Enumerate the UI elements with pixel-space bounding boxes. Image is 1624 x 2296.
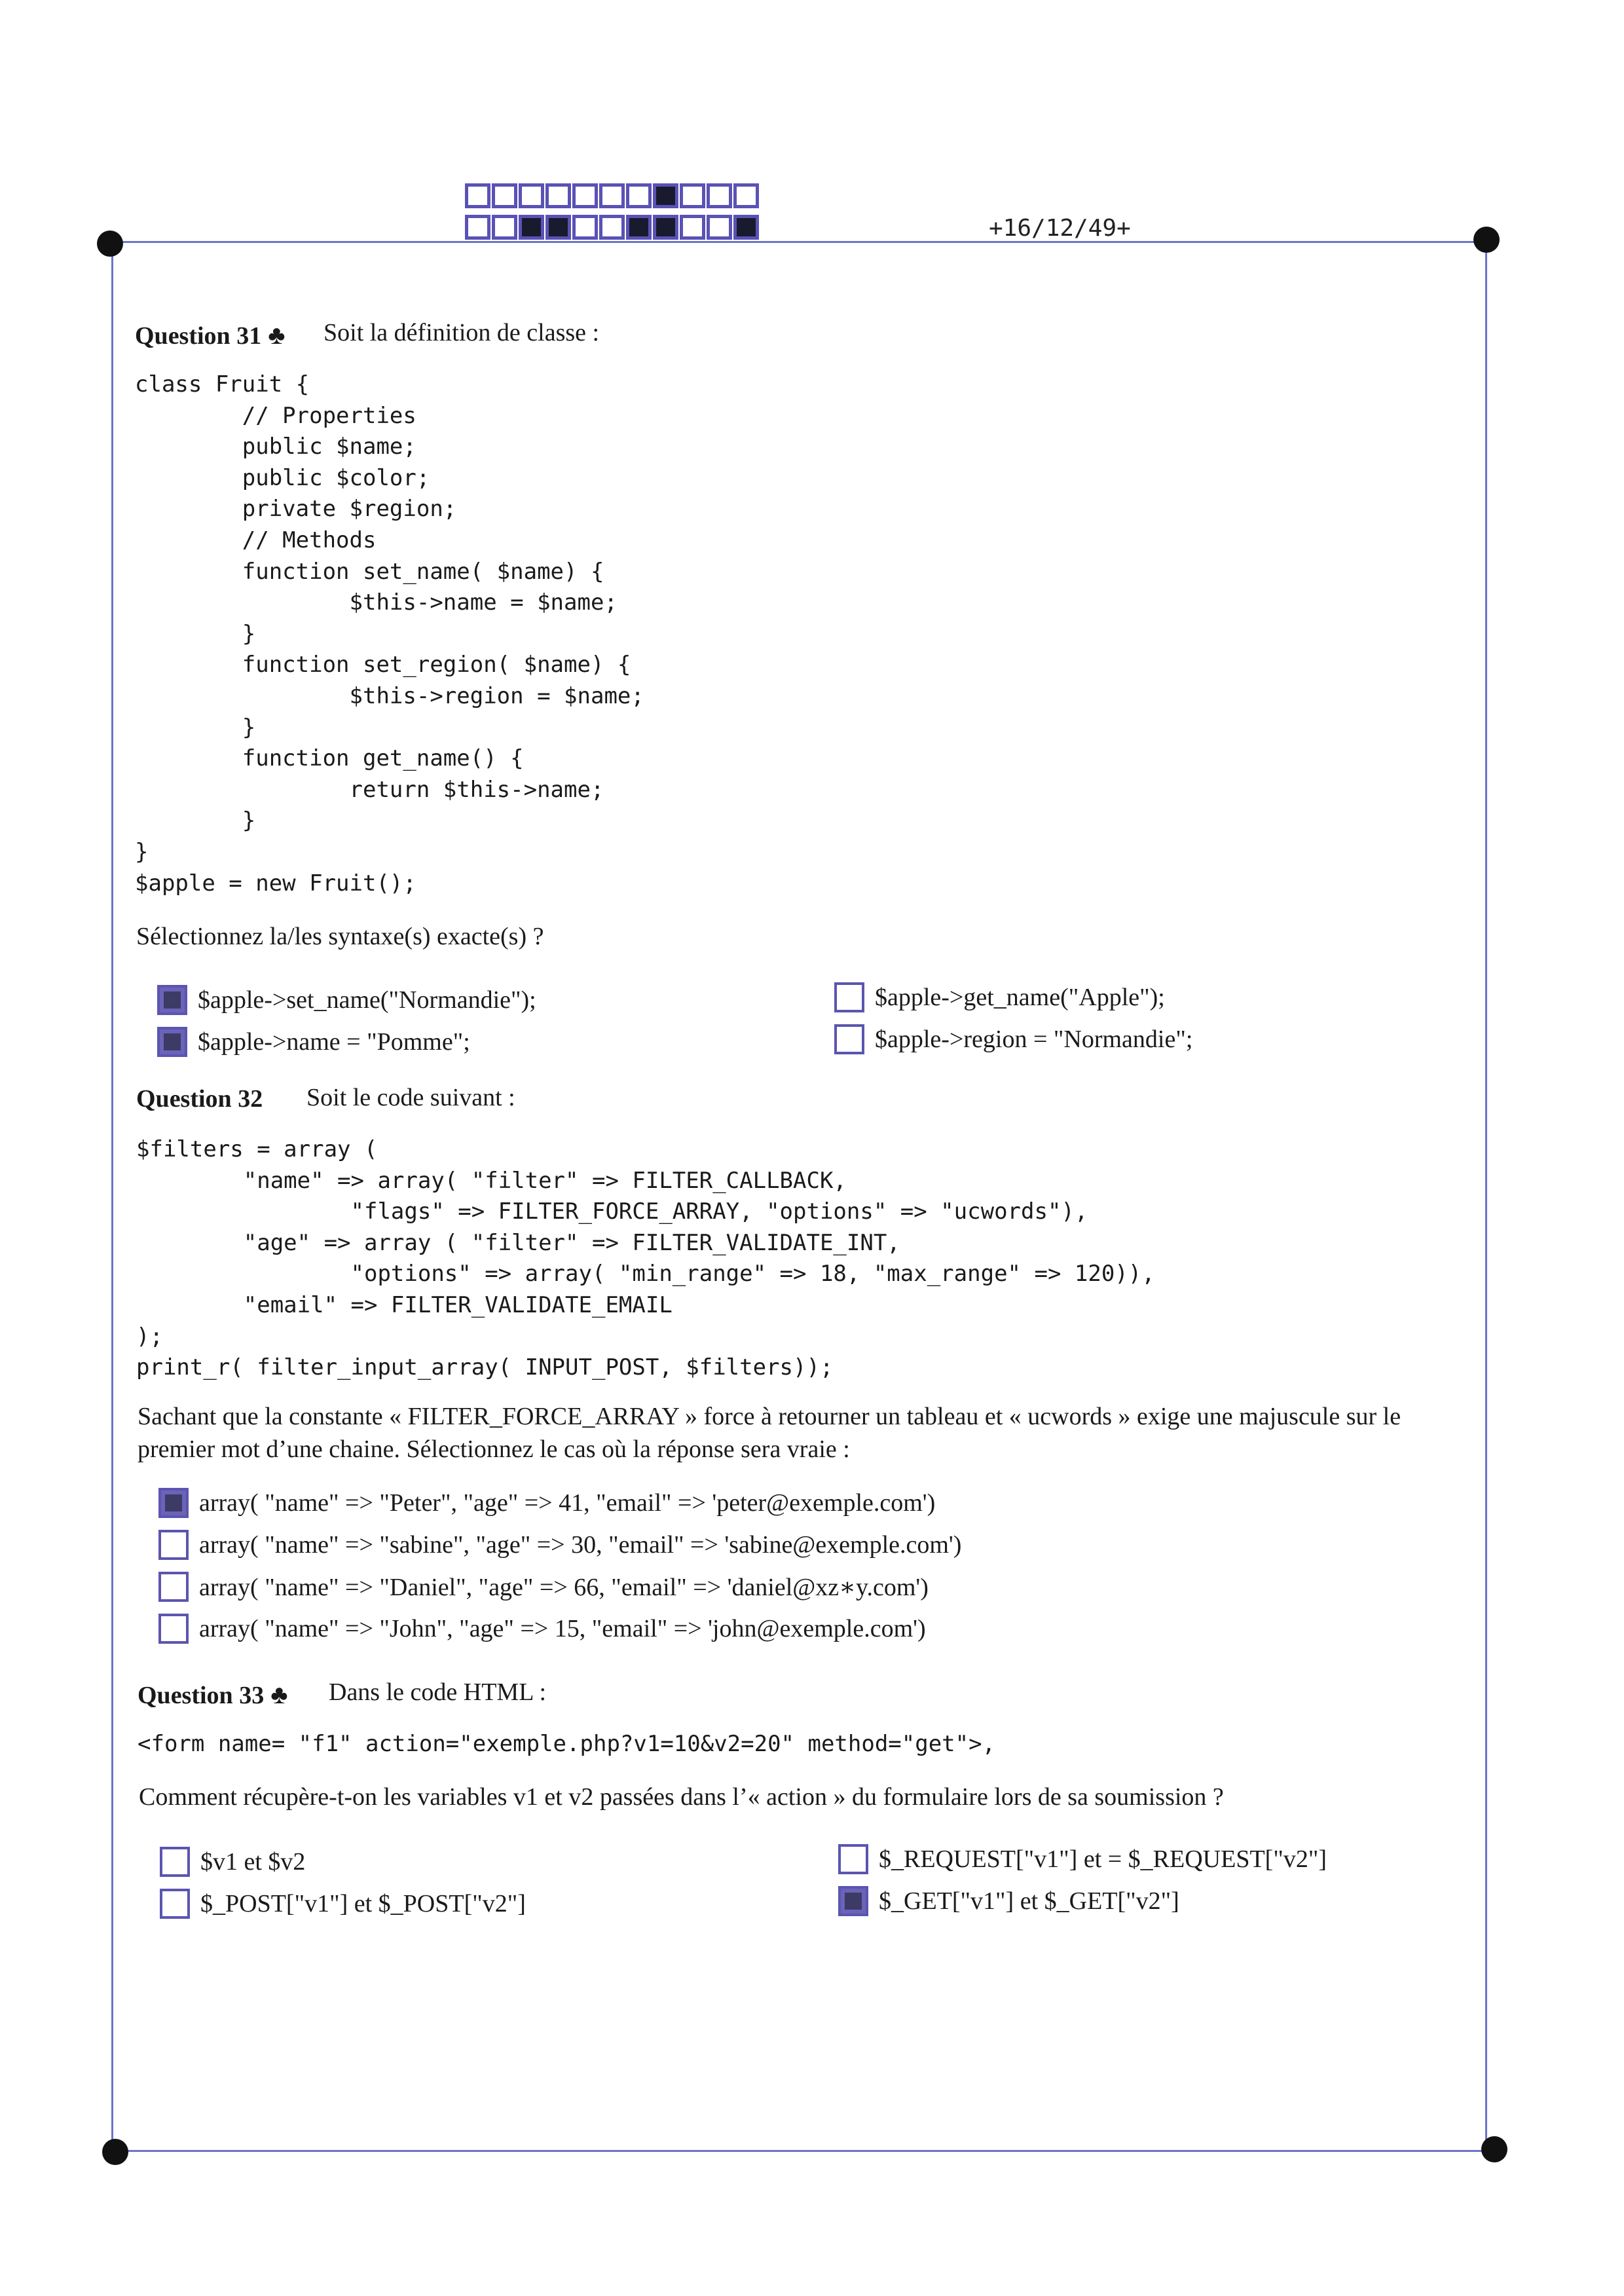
id-code-row-1	[465, 183, 759, 208]
id-box-empty	[492, 215, 517, 240]
question-32-explanation	[138, 1400, 1480, 1466]
q32-option-4[interactable]	[158, 1614, 926, 1644]
checkbox-unchecked[interactable]	[158, 1614, 189, 1644]
q32-option-4-label: array( "name" => "John", "age" => 15, "email" => 'john@exemple.com')	[199, 1615, 926, 1642]
corner-marker-top-left	[97, 231, 123, 257]
frame-left-line	[111, 244, 113, 2148]
corner-marker-top-right	[1473, 227, 1500, 253]
corner-marker-bottom-left	[102, 2139, 128, 2165]
id-box-empty	[492, 183, 517, 208]
id-box-filled	[653, 183, 678, 208]
q33-option-2-label: $_POST["v1"] et $_POST["v2"]	[200, 1890, 526, 1917]
question-32-prompt: Soit le code suivant :	[306, 1084, 515, 1111]
q33-option-3[interactable]	[838, 1844, 1327, 1874]
q31-option-4-label: $apple->region = "Normandie";	[875, 1026, 1193, 1053]
q33-option-1[interactable]	[160, 1847, 305, 1877]
id-box-empty	[599, 215, 625, 240]
checkbox-unchecked[interactable]	[160, 1847, 190, 1877]
checkbox-checked[interactable]	[158, 1488, 189, 1518]
id-box-empty	[680, 215, 705, 240]
checkbox-unchecked[interactable]	[838, 1844, 868, 1874]
question-33-instruction: Comment récupère-t-on les variables v1 et v2 passées dans l’« action » du formulaire lors de sa soumission ?	[139, 1783, 1224, 1811]
q33-option-2[interactable]	[160, 1889, 526, 1919]
id-box-empty	[599, 183, 625, 208]
checkbox-unchecked[interactable]	[160, 1889, 190, 1919]
checkbox-unchecked[interactable]	[834, 1024, 864, 1054]
id-box-empty	[572, 183, 598, 208]
frame-bottom-line	[115, 2150, 1497, 2152]
id-box-empty	[519, 183, 544, 208]
id-box-empty	[572, 215, 598, 240]
q32-option-3[interactable]	[158, 1572, 929, 1602]
question-31-label: Question 31	[135, 322, 262, 350]
q31-option-1-label: $apple->set_name("Normandie");	[198, 986, 536, 1014]
q31-option-4[interactable]	[834, 1024, 1192, 1054]
checkbox-unchecked[interactable]	[158, 1572, 189, 1602]
question-33-label: Question 33	[138, 1682, 265, 1709]
q32-option-2[interactable]	[158, 1530, 961, 1560]
q32-option-3-label: array( "name" => "Daniel", "age" => 66, "email" => 'daniel@xz∗y.com')	[199, 1573, 929, 1601]
checkbox-checked[interactable]	[157, 1027, 187, 1057]
question-31-instruction: Sélectionnez la/les syntaxe(s) exacte(s) ?	[136, 923, 544, 950]
id-code-row-2	[465, 215, 759, 240]
id-box-empty	[465, 215, 490, 240]
id-box-filled	[626, 215, 652, 240]
question-33-prompt: Dans le code HTML :	[329, 1678, 547, 1706]
id-box-filled	[519, 215, 544, 240]
id-box-empty	[733, 183, 759, 208]
question-32-title: Question 32	[136, 1085, 263, 1113]
q31-option-2-label: $apple->name = "Pomme";	[198, 1028, 470, 1056]
id-box-empty	[626, 183, 652, 208]
page-id: +16/12/49+	[989, 215, 1131, 242]
question-31-prompt: Soit la définition de classe :	[323, 319, 600, 346]
id-box-empty	[680, 183, 705, 208]
checkbox-unchecked[interactable]	[834, 982, 864, 1012]
question-33-code: <form name= "f1" action="exemple.php?v1=10&v2=20" method="get">,	[138, 1731, 996, 1757]
q32-option-1[interactable]	[158, 1488, 935, 1518]
question-31-title	[135, 320, 285, 350]
q33-option-1-label: $v1 et $v2	[200, 1848, 306, 1876]
club-icon: ♣	[270, 1680, 288, 1709]
id-box-empty	[465, 183, 490, 208]
question-32-explanation-line-1: Sachant que la constante « FILTER_FORCE_ARRAY » force à retourner un tableau et « ucwords » exige une majuscule sur le	[138, 1403, 1401, 1430]
question-32-explanation-line-2: premier mot d’une chaine. Sélectionnez le cas où la réponse sera vraie :	[138, 1435, 850, 1463]
q33-option-4[interactable]	[838, 1886, 1179, 1916]
q31-option-2[interactable]	[157, 1027, 470, 1057]
checkbox-checked[interactable]	[838, 1886, 868, 1916]
id-box-filled	[653, 215, 678, 240]
q33-option-3-label: $_REQUEST["v1"] et = $_REQUEST["v2"]	[879, 1845, 1327, 1873]
id-box-filled	[733, 215, 759, 240]
id-box-empty	[707, 215, 732, 240]
club-icon: ♣	[268, 320, 286, 350]
frame-right-line	[1485, 244, 1487, 2148]
checkbox-checked[interactable]	[157, 985, 187, 1015]
q31-option-3[interactable]	[834, 982, 1165, 1012]
q31-option-3-label: $apple->get_name("Apple");	[875, 984, 1165, 1011]
id-box-empty	[707, 183, 732, 208]
id-box-empty	[545, 183, 571, 208]
q32-option-1-label: array( "name" => "Peter", "age" => 41, "email" => 'peter@exemple.com')	[199, 1489, 936, 1517]
q31-option-1[interactable]	[157, 985, 536, 1015]
frame-top-line	[111, 241, 1485, 243]
id-box-filled	[545, 215, 571, 240]
q33-option-4-label: $_GET["v1"] et $_GET["v2"]	[879, 1887, 1179, 1915]
question-32-code: $filters = array ( "name" => array( "filter" => FILTER_CALLBACK, "flags" => FILTER_FORCE_ARRAY, "options" => "ucwords"), "age" => array ( "filter" => FILTER_VALIDATE_INT, "options" => array( "min_range" => 18, "max_range" => 120)), "email" => FILTER_VALIDATE_EMAIL ); print_r( filter_input_array( INPUT_POST, $filters));	[136, 1136, 1155, 1381]
question-33-title	[138, 1679, 287, 1710]
corner-marker-bottom-right	[1481, 2136, 1507, 2162]
question-31-code: class Fruit { // Properties public $name; public $color; private $region; // Methods function set_name( $name) { $this->name = $name; } function set_region( $name) { $this->region = $name; } function get_name() { return $this->name; } } $apple = new Fruit();	[135, 371, 644, 897]
q32-option-2-label: array( "name" => "sabine", "age" => 30, "email" => 'sabine@exemple.com')	[199, 1531, 962, 1559]
checkbox-unchecked[interactable]	[158, 1530, 189, 1560]
